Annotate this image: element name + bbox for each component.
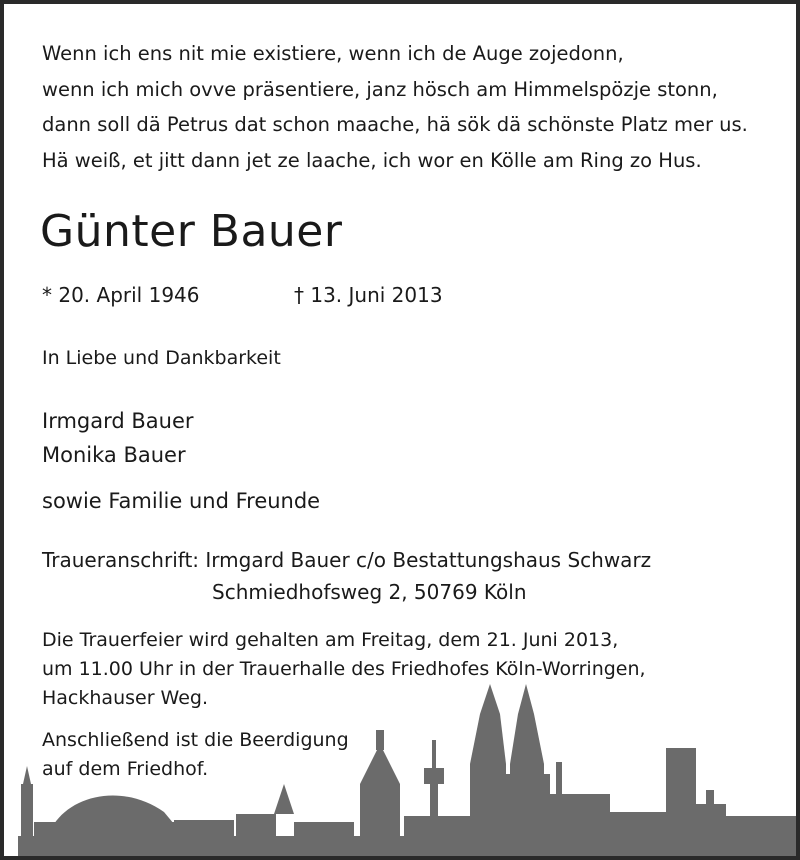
gratitude-line: In Liebe und Dankbarkeit (42, 347, 281, 369)
burial-line: auf dem Friedhof. (42, 758, 209, 780)
mourners-extra: sowie Familie und Freunde (42, 489, 321, 513)
address-line: Traueranschrift: Irmgard Bauer c/o Bestattungshaus Schwarz (42, 548, 652, 572)
funeral-ceremony-info (42, 626, 646, 713)
ceremony-line: um 11.00 Uhr in der Trauerhalle des Friedhofes Köln-Worringen, (42, 658, 646, 680)
address-line: Schmiedhofsweg 2, 50769 Köln (212, 580, 527, 604)
burial-info (42, 726, 349, 784)
poem-line: wenn ich mich ovve präsentiere, janz hösch am Himmelspözje stonn, (42, 77, 718, 101)
mourner-name: Irmgard Bauer (42, 409, 194, 433)
mourners-list (42, 404, 320, 518)
death-date: † 13. Juni 2013 (294, 283, 443, 307)
poem-line: Hä weiß, et jitt dann jet ze laache, ich wor en Kölle am Ring zo Hus. (42, 148, 702, 172)
deceased-name: Günter Bauer (40, 206, 343, 257)
ceremony-line: Die Trauerfeier wird gehalten am Freitag, dem 21. Juni 2013, (42, 629, 619, 651)
poem-line: Wenn ich ens nit mie existiere, wenn ich de Auge zojedonn, (42, 42, 624, 65)
poem (42, 36, 748, 178)
burial-line: Anschließend ist die Beerdigung (42, 729, 349, 751)
ceremony-line: Hackhauser Weg. (42, 687, 209, 709)
poem-line: dann soll dä Petrus dat schon maache, hä sök dä schönste Platz mer us. (42, 113, 748, 136)
mourning-address (42, 544, 651, 608)
birth-date: * 20. April 1946 (42, 283, 200, 307)
mourner-name: Monika Bauer (42, 443, 186, 467)
life-dates (42, 280, 443, 310)
